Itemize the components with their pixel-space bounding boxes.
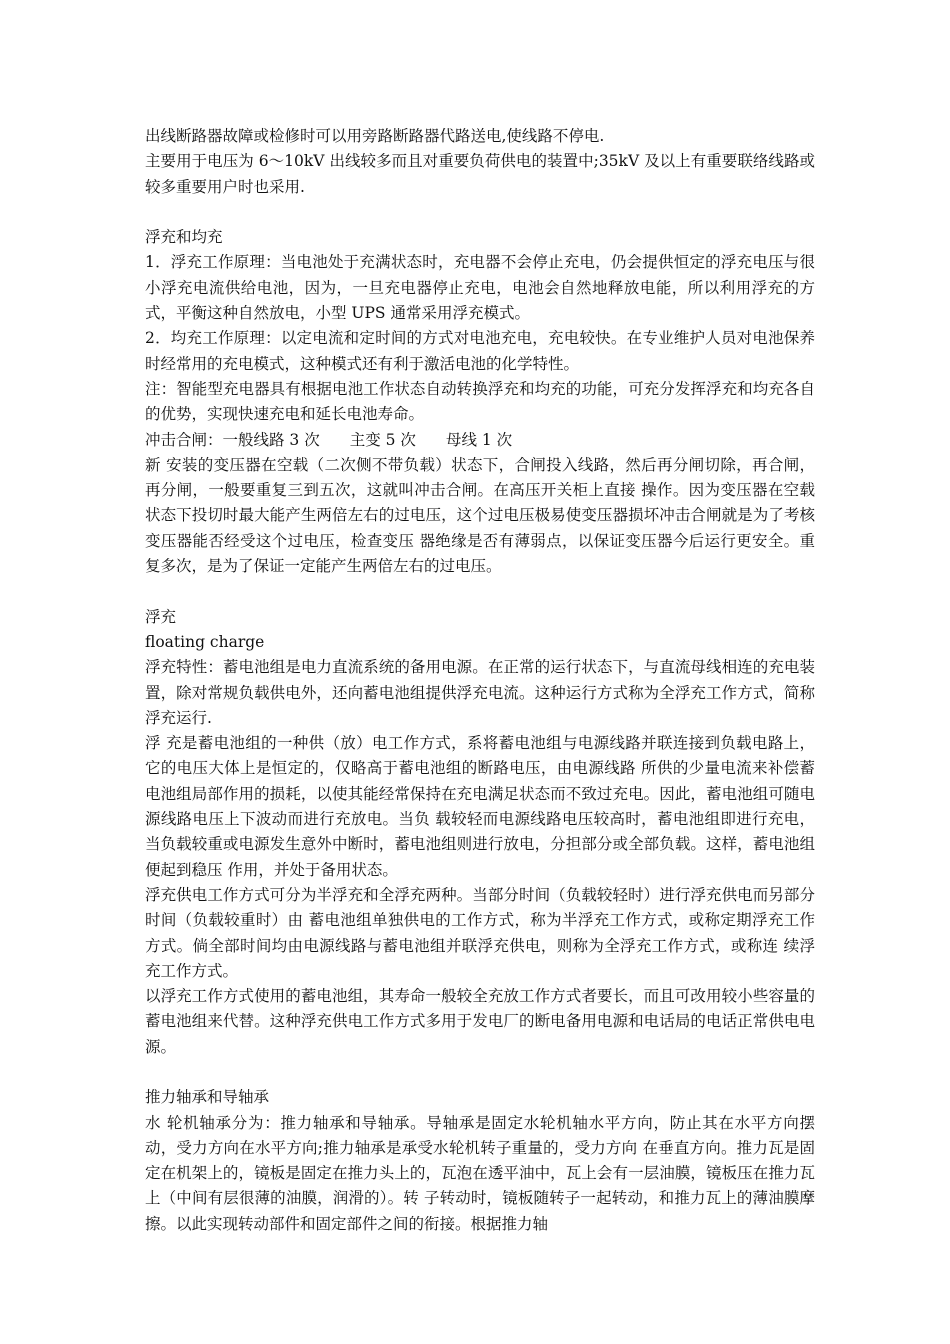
paragraph-float-mode-description: 浮 充是蓄电池组的一种供（放）电工作方式，系将蓄电池组与电源线路并联连接到负载电路上，它的电压大体上是恒定的，仅略高于蓄电池组的断路电压，由电源线路 所供的少量电流来补偿蓄电池组局部作用的损耗，以使其能经常保持在充电满足状态而不致过充电。因此，蓄电池组可随电源线路电压上下波动而进行充放电。当负 载较轻而电源线路电压较高时，蓄电池组即进行充电，当负载较重或电源发生意外中断时，蓄电池组则进行放电，分担部分或全部负载。这样，蓄电池组便起到稳压 作用，并处于备用状态。 <box>145 734 815 879</box>
paragraph-turbine-bearings: 水 轮机轴承分为：推力轴承和导轴承。导轴承是固定水轮机轴水平方向，防止其在水平方向摆动，受力方向在水平方向;推力轴承是承受水轮机转子重量的，受力方向 在垂直方向。推力瓦是固定在机架上的，镜板是固定在推力头上的，瓦泡在透平油中，瓦上会有一层油膜，镜板压在推力瓦上（中间有层很薄的油膜，润滑的）。转 子转动时，镜板随转子一起转动，和推力瓦上的薄油膜摩擦。以此实现转动部件和固定部件之间的衔接。根据推力轴 <box>145 1113 815 1233</box>
paragraph-equal-principle: 2．均充工作原理：以定电流和定时间的方式对电池充电，充电较快。在专业维护人员对电池保养时经常用的充电模式，这种模式还有利于激活电池的化学特性。 <box>145 329 815 373</box>
blank-line <box>145 1060 815 1085</box>
impact-closing-bus: 母线 1 次 <box>445 430 513 449</box>
paragraph-float-characteristics: 浮充特性：蓄电池组是电力直流系统的备用电源。在正常的运行状态下，与直流母线相连的充电装置，除对常规负载供电外，还向蓄电池组提供浮充电流。这种运行方式称为全浮充工作方式，简称浮充运行. <box>145 658 815 727</box>
impact-closing-line: 冲击合闸：一般线路 3 次 <box>145 430 320 449</box>
blank-line <box>145 579 815 604</box>
paragraph-smart-charger-note: 注：智能型充电器具有根据电池工作状态自动转换浮充和均充的功能，可充分发挥浮充和均充各自的优势，实现快速充电和延长电池寿命。 <box>145 379 815 424</box>
paragraph-float-principle: 1．浮充工作原理：当电池处于充满状态时，充电器不会停止充电，仍会提供恒定的浮充电压与很小浮充电流供给电池，因为，一旦充电器停止充电，电池会自然地释放电能，所以利用浮充的方式，平衡这种自然放电，小型 UPS 通常采用浮充模式。 <box>145 253 815 323</box>
document-body <box>145 124 815 1237</box>
heading-float-charge: 浮充 <box>145 607 177 626</box>
paragraph-float-battery-life: 以浮充工作方式使用的蓄电池组，其寿命一般较全充放工作方式者要长，而且可改用较小些容量的蓄电池组来代替。这种浮充供电工作方式多用于发电厂的断电备用电源和电话局的电话正常供电电源。 <box>145 987 815 1056</box>
paragraph-application-voltage: 主要用于电压为 6～10kV 出线较多而且对重要负荷供电的装置中;35kV 及以上有重要联络线路或较多重要用户时也采用. <box>145 152 815 196</box>
paragraph-impact-closing-counts <box>145 428 815 453</box>
paragraph-impact-closing-explanation: 新 安装的变压器在空载（二次侧不带负载）状态下，合闸投入线路，然后再分闸切除，再合闸，再分闸，一般要重复三到五次，这就叫冲击合闸。在高压开关柜上直接 操作。因为变压器在空载状态下投切时最大能产生两倍左右的过电压，这个过电压极易使变压器损坏冲击合闸就是为了考核变压器能否经受这个过电压，检查变压 器绝缘是否有薄弱点，以保证变压器今后运行更安全。重复多次，是为了保证一定能产生两倍左右的过电压。 <box>145 455 815 576</box>
paragraph-float-mode-types: 浮充供电工作方式可分为半浮充和全浮充两种。当部分时间（负载较轻时）进行浮充供电而另部分时间（负载较重时）由 蓄电池组单独供电的工作方式，称为半浮充工作方式，或称定期浮充工作方式。倘全部时间均由电源线路与蓄电池组并联浮充供电，则称为全浮充工作方式，或称连 续浮充工作方式。 <box>145 885 815 980</box>
heading-floating-charge-en: floating charge <box>145 632 265 651</box>
blank-line <box>145 200 815 225</box>
heading-thrust-guide-bearing: 推力轴承和导轴承 <box>145 1088 270 1107</box>
heading-float-equal-charge: 浮充和均充 <box>145 228 223 247</box>
paragraph-bypass-breaker: 出线断路器故障或检修时可以用旁路断路器代路送电,使线路不停电. <box>145 127 605 145</box>
impact-closing-transformer: 主变 5 次 <box>349 430 416 449</box>
